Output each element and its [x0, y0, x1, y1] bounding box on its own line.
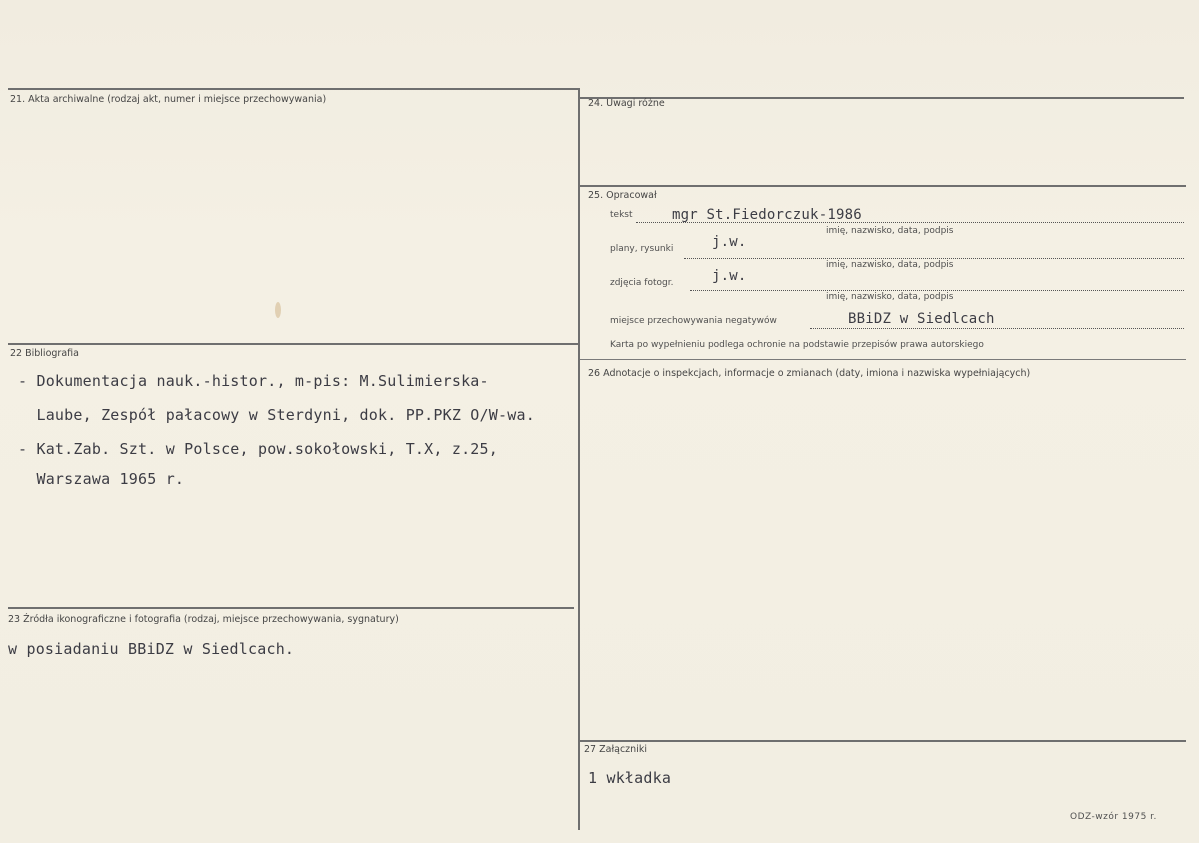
plany-value: j.w. [712, 234, 747, 250]
section-22-label: 22 Bibliografia [10, 348, 79, 359]
plany-caption: imię, nazwisko, data, podpis [826, 260, 954, 270]
plany-dotted-line [684, 258, 1184, 259]
negatywy-dotted-line [810, 328, 1184, 329]
iconography-value: w posiadaniu BBiDZ w Siedlcach. [8, 640, 295, 658]
bibliography-line-1: - Dokumentacja nauk.-histor., m-pis: M.Sulimierska- [18, 372, 489, 390]
divider-27 [580, 740, 1186, 742]
negatywy-value: BBiDZ w Siedlcach [848, 311, 995, 327]
zdjecia-label: zdjęcia fotogr. [610, 278, 674, 288]
center-divider [578, 88, 580, 830]
top-divider-left [8, 88, 580, 90]
section-27-label: 27 Załączniki [584, 744, 647, 755]
section-26-label: 26 Adnotacje o inspekcjach, informacje o zmianach (daty, imiona i nazwiska wypełniających) [588, 368, 1031, 379]
divider-23 [8, 607, 574, 609]
attachments-value: 1 wkładka [588, 769, 672, 787]
paper-stain [275, 302, 281, 318]
bibliography-line-2: Laube, Zespół pałacowy w Sterdyni, dok. PP.PKZ O/W-wa. [18, 406, 535, 424]
divider-26 [580, 359, 1186, 360]
section-24-label: 24. Uwagi różne [588, 98, 665, 109]
section-25-label: 25. Opracował [588, 190, 657, 201]
tekst-caption: imię, nazwisko, data, podpis [826, 226, 954, 236]
section-21-label: 21. Akta archiwalne (rodzaj akt, numer i miejsce przechowywania) [10, 94, 327, 105]
negatywy-label: miejsce przechowywania negatywów [610, 316, 777, 326]
form-id: ODZ-wzór 1975 r. [1070, 812, 1157, 822]
tekst-value: mgr St.Fiedorczuk-1986 [672, 207, 862, 223]
copyright-notice: Karta po wypełnieniu podlega ochronie na podstawie przepisów prawa autorskiego [610, 340, 984, 350]
divider-22 [8, 343, 578, 345]
divider-25 [580, 185, 1186, 187]
section-23-label: 23 Źródła ikonograficzne i fotografia (rodzaj, miejsce przechowywania, sygnatury) [8, 614, 399, 625]
plany-label: plany, rysunki [610, 244, 674, 254]
zdjecia-caption: imię, nazwisko, data, podpis [826, 292, 954, 302]
bibliography-line-4: Warszawa 1965 r. [18, 470, 185, 488]
tekst-label: tekst [610, 210, 633, 220]
zdjecia-dotted-line [690, 290, 1184, 291]
top-divider-right [580, 97, 1184, 99]
zdjecia-value: j.w. [712, 268, 747, 284]
bibliography-line-3: - Kat.Zab. Szt. w Polsce, pow.sokołowski, T.X, z.25, [18, 440, 498, 458]
